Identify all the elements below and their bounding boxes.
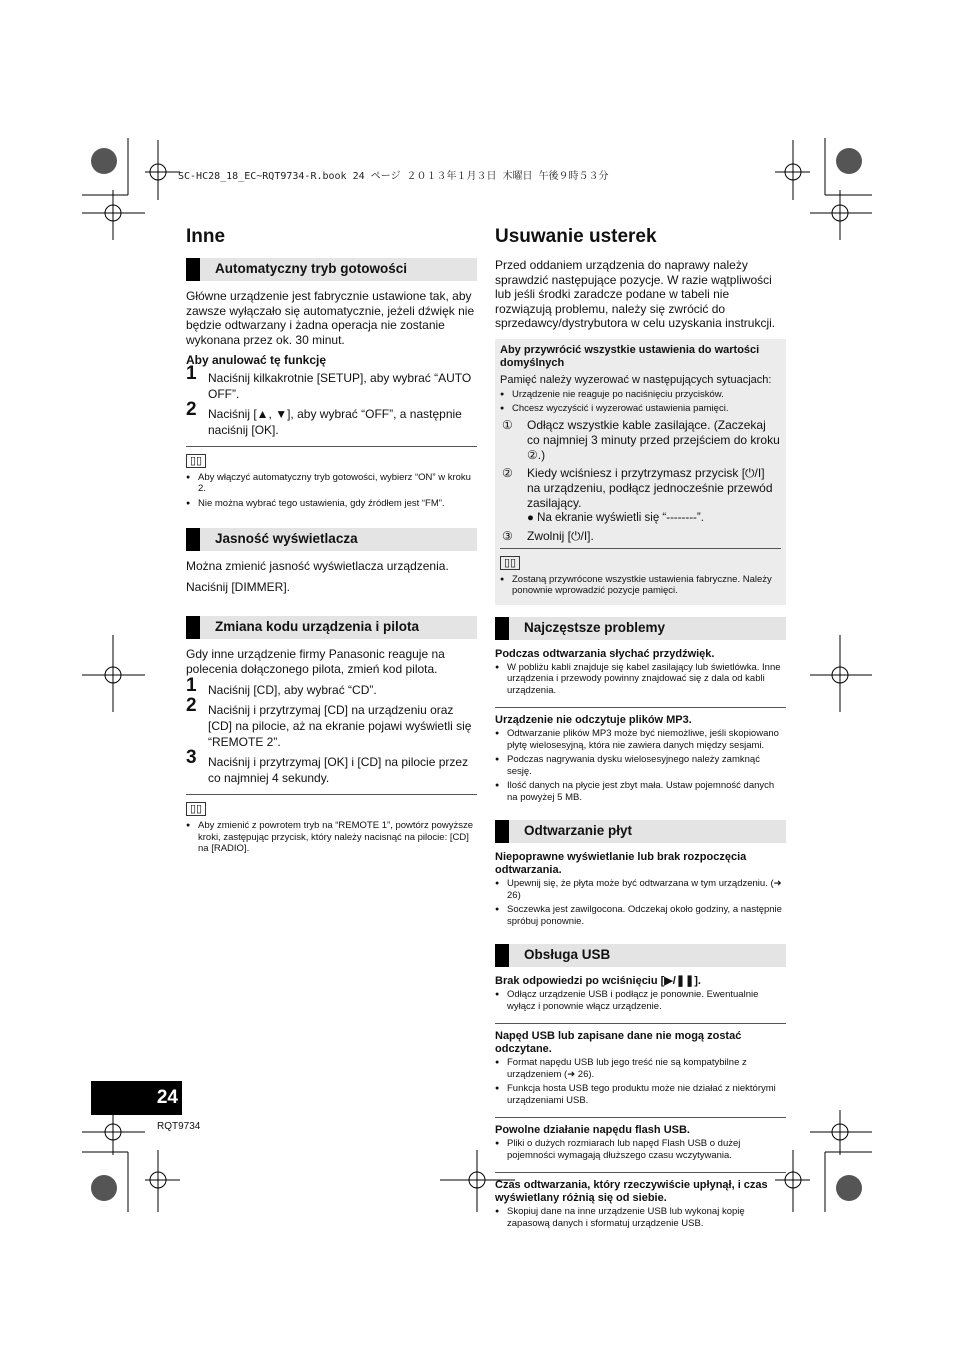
left-column (186, 226, 477, 858)
step-number: ① (502, 417, 513, 432)
remedy-item: ● Ilość danych na płycie jest zbyt mała. Ustaw pojemność danych na powyżej 5 MB. (495, 780, 786, 803)
step-item (186, 747, 477, 786)
step-number: 1 (186, 362, 197, 384)
model-code: RQT9734 (157, 1121, 201, 1132)
subheading-auto-standby (186, 258, 477, 281)
step-number: 2 (186, 398, 197, 420)
brightness-line: Można zmienić jasność wyświetlacza urządzenia. (186, 559, 449, 573)
problem-item (495, 714, 786, 814)
step-item (186, 695, 477, 750)
auto-standby-intro: Główne urządzenie jest fabrycznie ustawione tak, aby zawsze wyłączało się automatycznie, jeżeli dźwięk nie będzie odtwarzany i żadna operacja nie zostanie wykonana przez ok. 30 minut. (186, 289, 475, 347)
remedy-item: ● Odtwarzanie plików MP3 może być niemożliwe, jeśli skopiowano płytę wielosesyjną, która nie zawiera danych między sesjami. (495, 728, 786, 751)
reset-lead: Pamięć należy wyzerować w następujących sytuacjach: (500, 373, 772, 386)
subheading-disc-playback (495, 820, 786, 843)
step-text: Naciśnij kilkakrotnie [SETUP], aby wybrać “AUTO OFF”. (208, 370, 472, 401)
subheading-remote-code (186, 616, 477, 639)
right-column (495, 226, 786, 1246)
problem-item (495, 1030, 786, 1118)
heading-bar (495, 944, 509, 967)
reset-box (495, 339, 786, 605)
note-item: ● Nie można wybrać tego ustawienia, gdy źródłem jest “FM”. (186, 498, 477, 510)
step-text: Zwolnij [⏻/I]. (527, 528, 594, 543)
step-number: 1 (186, 675, 197, 696)
remedy-item: ● Funkcja hosta USB tego produktu może nie działać z niektórymi urządzeniami USB. (495, 1083, 786, 1106)
note-block (186, 446, 477, 510)
subheading-display-brightness (186, 528, 477, 551)
remote-code-intro: Gdy inne urządzenie firmy Panasonic reaguje na polecenia dołączonego pilota, zmień kod pilota. (186, 647, 445, 676)
remedy-item: ● Format napędu USB lub jego treść nie są kompatybilne z urządzeniem (➜ 26). (495, 1057, 786, 1080)
cancel-title: Aby anulować tę funkcję (186, 353, 327, 367)
step-number: ③ (502, 528, 513, 543)
subheading-text: Jasność wyświetlacza (215, 531, 358, 546)
remedy-item: ● W pobliżu kabli znajduje się kabel zasilający lub świetlówka. Inne urządzenia i przewody powinny znajdować się z dala od kabli urządzenia. (495, 662, 786, 697)
problem-item (495, 648, 786, 709)
problem-title: Urządzenie nie odczytuje plików MP3. (495, 714, 692, 726)
problem-title: Niepoprawne wyświetlanie lub brak rozpoczęcia odtwarzania. (495, 851, 747, 876)
heading-bar (186, 616, 200, 639)
reset-bullet: ● Chcesz wyczyścić i wyzerować ustawienia pamięci. (500, 403, 781, 415)
problem-title: Brak odpowiedzi po wciśnięciu [▶/❚❚]. (495, 975, 701, 987)
section-title-inne: Inne (186, 226, 226, 247)
note-block (186, 794, 477, 855)
step-subnote: ● Na ekranie wyświetli się “--------”. (527, 511, 704, 524)
problem-title: Napęd USB lub zapisane dane nie mogą zostać odczytane. (495, 1030, 742, 1055)
step-item (186, 362, 477, 402)
remedy-item: ● Podczas nagrywania dysku wielosesyjnego należy zamknąć sesję. (495, 754, 786, 777)
subheading-text: Zmiana kodu urządzenia i pilota (215, 619, 420, 634)
remedy-item: ● Odłącz urządzenie USB i podłącz je ponownie. Ewentualnie wyłącz i ponownie włącz urządzenie. (495, 989, 786, 1012)
heading-bar (186, 528, 200, 551)
step-text: Naciśnij i przytrzymaj [CD] na urządzeniu oraz [CD] na pilocie, aż na ekranie pojawi wyświetli się “REMOTE 2”. (208, 703, 472, 749)
remedy-item: ● Pliki o dużych rozmiarach lub napęd Flash USB o dużej pojemności wymagają dłuższego czasu wczytywania. (495, 1138, 786, 1161)
page-number: 24 (91, 1081, 182, 1115)
step-number: 3 (186, 747, 197, 768)
book-icon: ▯▯ (186, 802, 206, 816)
step-text: Naciśnij [CD], aby wybrać “CD”. (208, 683, 377, 697)
remedy-item: ● Soczewka jest zawilgocona. Odczekaj około godziny, a następnie spróbuj ponownie. (495, 904, 786, 927)
subheading-text: Odtwarzanie płyt (524, 823, 633, 838)
subheading-text: Najczęstsze problemy (524, 619, 666, 635)
step-number: 2 (186, 695, 197, 716)
step-item (186, 398, 477, 438)
step-number: ② (502, 465, 513, 480)
problem-item (495, 1179, 786, 1240)
step-text: Naciśnij i przytrzymaj [OK] i [CD] na pilocie przez co najmniej 4 sekundy. (208, 755, 469, 785)
reset-step (500, 418, 781, 463)
troubleshooting-intro: Przed oddaniem urządzenia do naprawy należy sprawdzić następujące pozycje. W razie wątpliwości lub jeśli środki zaradcze podane w tabeli nie rozwiązują problemu, należy się zwrócić do sprzedawcy/dystrybutora w celu uzyskania instrukcji. (495, 258, 776, 330)
heading-bar (495, 820, 509, 843)
problem-title: Podczas odtwarzania słychać przydźwięk. (495, 647, 715, 660)
reset-step (500, 529, 781, 544)
problem-item (495, 851, 786, 938)
remedy-item: ● Upewnij się, że płyta może być odtwarzana w tym urządzeniu. (➜ 26) (495, 878, 786, 901)
reset-title: Aby przywrócić wszystkie ustawienia do wartości domyślnych (500, 343, 760, 369)
problem-title: Czas odtwarzania, który rzeczywiście upłynął, i czas wyświetlany różnią się od siebie. (495, 1179, 768, 1204)
reset-bullet: ● Urządzenie nie reaguje po naciśnięciu przycisków. (500, 389, 781, 401)
subheading-usb (495, 944, 786, 967)
book-icon: ▯▯ (186, 454, 206, 468)
note-block (500, 548, 781, 597)
subheading-text: Automatyczny tryb gotowości (215, 261, 408, 276)
problem-item (495, 975, 786, 1024)
problem-title: Powolne działanie napędu flash USB. (495, 1124, 690, 1136)
section-title-troubleshooting: Usuwanie usterek (495, 226, 657, 247)
note-item: ● Zostaną przywrócone wszystkie ustawienia fabryczne. Należy ponownie wprowadzić pozycje pamięci. (500, 574, 781, 597)
brightness-line: Naciśnij [DIMMER]. (186, 579, 291, 594)
subheading-common-problems (495, 617, 786, 640)
note-item: ● Aby zmienić z powrotem tryb na “REMOTE 1”, powtórz powyższe kroki, zastępując przycisk, który należy nacisnąć na pilocie: [CD] na [RADIO]. (186, 820, 477, 855)
note-item: ● Aby włączyć automatyczny tryb gotowości, wybierz “ON” w kroku 2. (186, 472, 477, 495)
reset-step (500, 466, 781, 526)
heading-bar (495, 617, 509, 640)
step-text: Naciśnij [▲, ▼], aby wybrać “OFF”, a następnie naciśnij [OK]. (208, 406, 462, 437)
subheading-text: Obsługa USB (524, 947, 611, 962)
file-header-line: SC-HC28_18_EC~RQT9734-R.book 24 ページ ２０１３年１月３日 木曜日 午後９時５３分 (178, 171, 609, 182)
book-icon: ▯▯ (500, 556, 520, 570)
step-text: Kiedy wciśniesz i przytrzymasz przycisk [⏻/I] na urządzeniu, podłącz jednocześnie przewód zasilający. (527, 465, 773, 510)
heading-bar (186, 258, 200, 281)
step-text: Odłącz wszystkie kable zasilające. (Zaczekaj co najmniej 3 minuty przed przejściem do kroku ②.) (527, 417, 780, 462)
problem-item (495, 1124, 786, 1173)
remedy-item: ● Skopiuj dane na inne urządzenie USB lub wykonaj kopię zapasową danych i sformatuj urządzenie USB. (495, 1206, 786, 1229)
step-item (186, 675, 477, 698)
